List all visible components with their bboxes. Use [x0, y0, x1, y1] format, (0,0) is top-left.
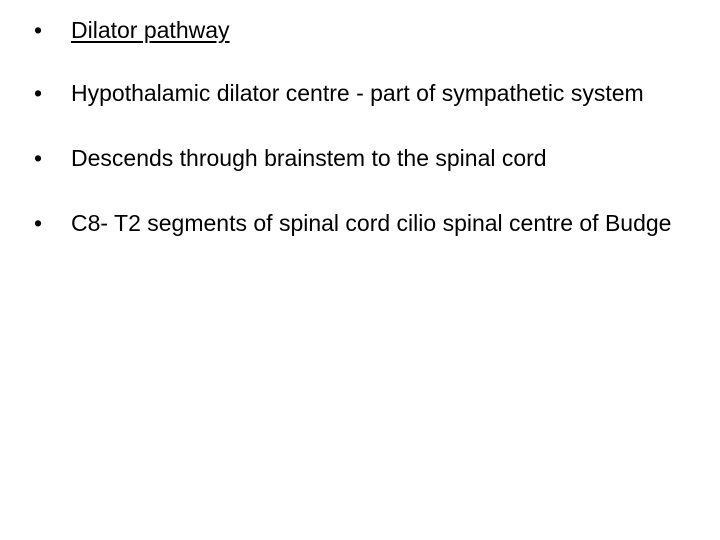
- bullet-icon: •: [34, 17, 43, 43]
- list-item: [34, 211, 681, 236]
- bullet-icon: •: [34, 210, 43, 236]
- bullet-text: Dilator pathway: [71, 17, 230, 43]
- list-item: [34, 81, 681, 106]
- bullet-list: [34, 18, 694, 276]
- bullet-text: Hypothalamic dilator centre - part of sympathetic system: [71, 80, 644, 106]
- bullet-text: C8- T2 segments of spinal cord cilio spinal centre of Budge: [71, 210, 672, 236]
- list-item: [34, 146, 694, 171]
- bullet-icon: •: [34, 145, 43, 171]
- bullet-text: Descends through brainstem to the spinal cord: [71, 145, 547, 171]
- list-item: [34, 18, 694, 43]
- bullet-icon: •: [34, 80, 43, 106]
